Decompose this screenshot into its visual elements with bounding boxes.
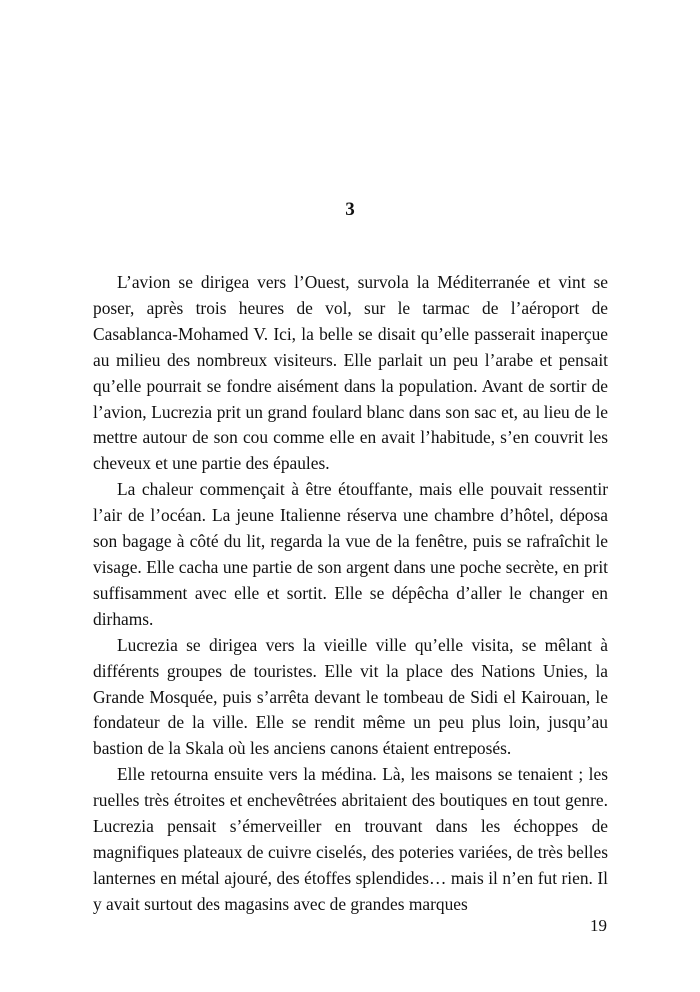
chapter-number: 3 [345,199,355,220]
paragraph-2: La chaleur commençait à être étouffante, mais elle pouvait ressentir l’air de l’océan. La jeune Italienne réserva une chambre d’hôtel, déposa son bagage à côté du lit, regarda la vue de la fenêtre, puis se rafraîchit le visage. Elle cacha une partie de son argent dans une poche secrète, en prit suffisamment avec elle et sortit. Elle se dépêcha d’aller le changer en dirhams. [93,479,608,629]
paragraph-3: Lucrezia se dirigea vers la vieille ville qu’elle visita, se mêlant à différents groupes de touristes. Elle vit la place des Nations Unies, la Grande Mosquée, puis s’arrêta devant le tombeau de Sidi el Kairouan, le fondateur de la ville. Elle se rendit même un peu plus loin, jusqu’au bastion de la Skala où les anciens canons étaient entreposés. [93,634,608,759]
chapter-body-text [93,270,608,918]
page-number: 19 [590,916,607,935]
paragraph-1: L’avion se dirigea vers l’Ouest, survola la Méditerranée et vint se poser, après trois heures de vol, sur le tarmac de l’aéroport de Casablanca-Mohamed V. Ici, la belle se disait qu’elle passerait inaperçue au milieu des nombreux visiteurs. Elle parlait un peu l’arabe et pensait qu’elle pourrait se fondre aisément dans la population. Avant de sortir de l’avion, Lucrezia prit un grand foulard blanc dans son sac et, au lieu de le mettre autour de son cou comme elle en avait l’habitude, s’en couvrit les cheveux et une partie des épaules. [93,272,608,474]
paragraph-4: Elle retourna ensuite vers la médina. Là, les maisons se tenaient ; les ruelles très étroites et enchevêtrées abritaient des boutiques en tout genre. Lucrezia pensait s’émerveiller en trouvant dans les échoppes de magnifiques plateaux de cuivre ciselés, des poteries variées, de très belles lanternes en métal ajouré, des étoffes splendides… mais il n’en fut rien. Il y avait surtout des magasins avec de grandes marques [93,764,608,914]
